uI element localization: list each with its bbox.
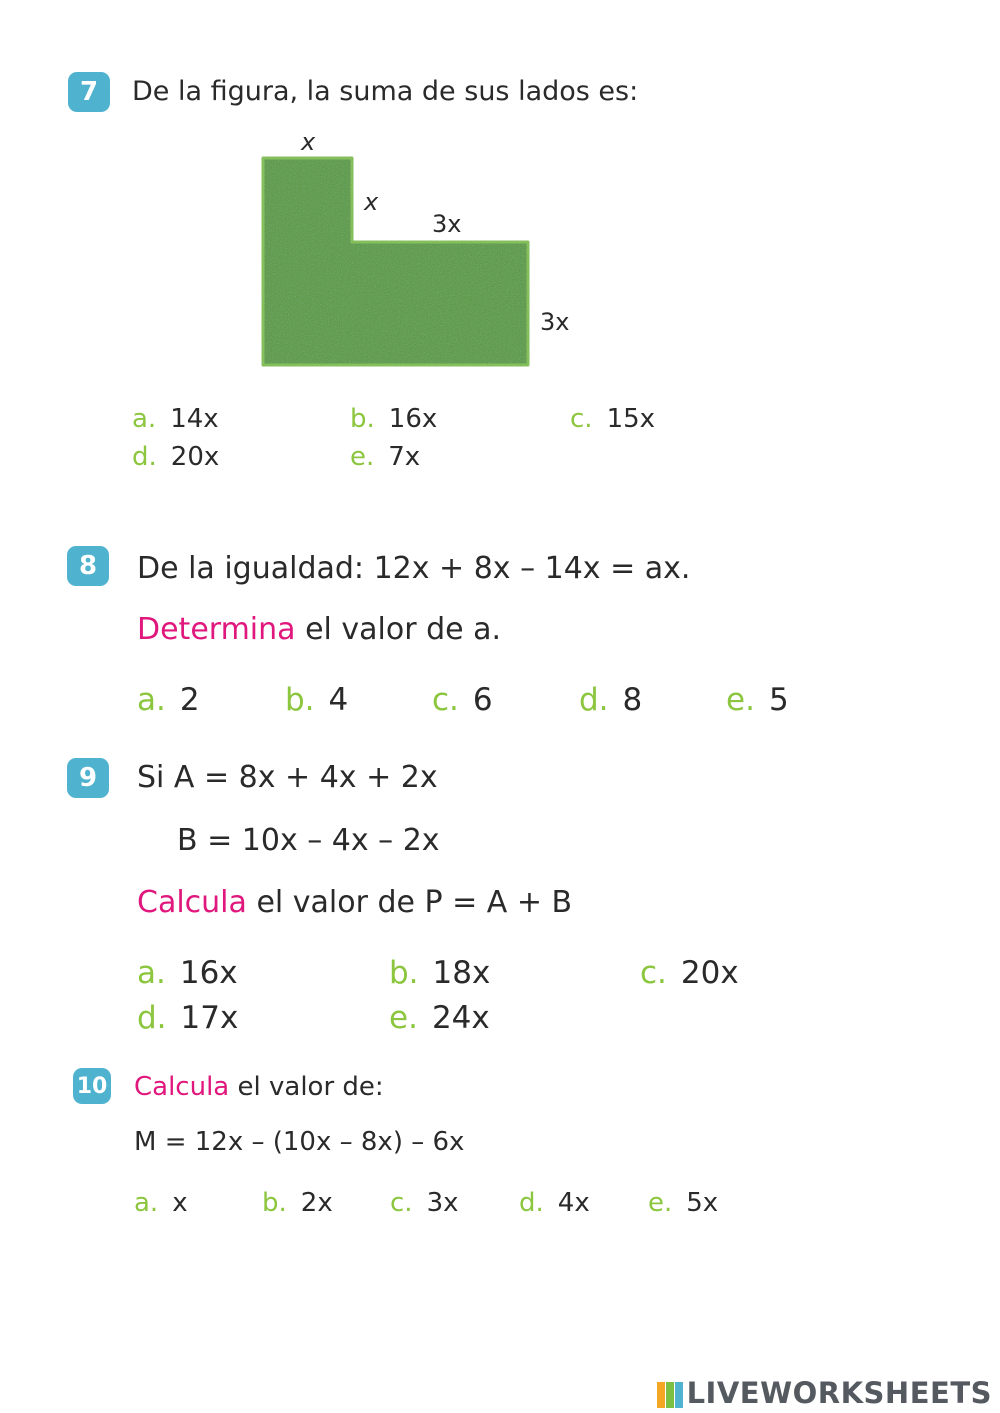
answer-option[interactable] <box>389 1000 490 1036</box>
logo-text: LIVEWORKSHEETS <box>686 1376 992 1410</box>
figure-label-right: 3x <box>540 308 570 336</box>
definition-a: Si A = 8x + 4x + 2x <box>137 760 438 795</box>
answer-option[interactable] <box>726 682 789 718</box>
answer-option[interactable] <box>640 955 739 991</box>
option-value: 5x <box>686 1188 719 1218</box>
option-value: 24x <box>431 1000 490 1036</box>
answer-option[interactable] <box>137 955 238 991</box>
option-value: 2x <box>300 1188 333 1218</box>
figure-label-step: 3x <box>432 210 462 238</box>
option-letter: b. <box>389 955 419 991</box>
option-letter: a. <box>137 682 166 718</box>
option-value: x <box>172 1188 188 1218</box>
option-value: 15x <box>606 404 656 434</box>
l-shape-figure <box>255 150 540 375</box>
option-value: 18x <box>432 955 491 991</box>
instruction-text: el valor de: <box>229 1072 384 1102</box>
option-value: 16x <box>179 955 238 991</box>
question-prompt: De la figura, la suma de sus lados es: <box>132 76 639 107</box>
question-instruction <box>137 885 572 920</box>
question-number-badge: 8 <box>67 546 109 586</box>
option-value: 5 <box>768 682 789 718</box>
option-letter: b. <box>350 404 375 434</box>
answer-option[interactable] <box>432 682 493 718</box>
answer-option[interactable] <box>519 1188 590 1218</box>
answer-option[interactable] <box>137 1000 238 1036</box>
figure-label-top: x <box>301 128 316 156</box>
option-value: 4 <box>328 682 349 718</box>
option-value: 20x <box>680 955 739 991</box>
answer-option[interactable] <box>389 955 490 991</box>
answer-option[interactable] <box>132 404 219 434</box>
question-number-badge: 10 <box>73 1068 111 1104</box>
instruction-text: el valor de P = A + B <box>246 885 573 920</box>
question-number-badge: 7 <box>68 72 110 112</box>
option-value: 20x <box>170 442 220 472</box>
option-letter: c. <box>570 404 593 434</box>
expression: M = 12x – (10x – 8x) – 6x <box>134 1127 465 1157</box>
option-letter: c. <box>640 955 667 991</box>
option-value: 8 <box>622 682 643 718</box>
answer-option[interactable] <box>262 1188 333 1218</box>
liveworksheets-mark-icon <box>657 1382 683 1408</box>
question-instruction <box>137 612 501 647</box>
option-letter: a. <box>132 404 157 434</box>
answer-option[interactable] <box>137 682 200 718</box>
option-letter: d. <box>137 1000 167 1036</box>
option-letter: c. <box>432 682 459 718</box>
question-number-badge: 9 <box>67 758 109 798</box>
answer-option[interactable] <box>134 1188 188 1218</box>
liveworksheets-logo[interactable] <box>657 1376 992 1410</box>
option-letter: d. <box>132 442 157 472</box>
option-value: 2 <box>179 682 200 718</box>
option-letter: d. <box>519 1188 544 1218</box>
answer-option[interactable] <box>132 442 219 472</box>
answer-option[interactable] <box>579 682 642 718</box>
instruction-verb: Calcula <box>137 885 247 920</box>
option-value: 16x <box>388 404 438 434</box>
option-letter: e. <box>350 442 375 472</box>
option-letter: a. <box>137 955 166 991</box>
option-value: 3x <box>426 1188 459 1218</box>
option-letter: e. <box>648 1188 673 1218</box>
instruction-verb: Determina <box>137 612 296 647</box>
question-instruction <box>134 1072 384 1102</box>
option-value: 17x <box>180 1000 239 1036</box>
l-shape-polygon <box>263 158 528 365</box>
option-letter: d. <box>579 682 609 718</box>
option-letter: e. <box>389 1000 418 1036</box>
option-letter: e. <box>726 682 755 718</box>
figure-label-inner-vertical: x <box>364 188 379 216</box>
answer-option[interactable] <box>350 404 437 434</box>
answer-option[interactable] <box>648 1188 718 1218</box>
option-letter: b. <box>262 1188 287 1218</box>
option-value: 7x <box>388 442 421 472</box>
answer-option[interactable] <box>570 404 655 434</box>
question-equation: De la igualdad: 12x + 8x – 14x = ax. <box>137 551 691 586</box>
option-letter: c. <box>390 1188 413 1218</box>
answer-option[interactable] <box>285 682 348 718</box>
option-letter: b. <box>285 682 315 718</box>
option-value: 6 <box>472 682 493 718</box>
definition-b: B = 10x – 4x – 2x <box>177 823 440 858</box>
option-letter: a. <box>134 1188 159 1218</box>
answer-option[interactable] <box>390 1188 459 1218</box>
instruction-text: el valor de a. <box>295 612 502 647</box>
option-value: 14x <box>170 404 219 434</box>
option-value: 4x <box>557 1188 590 1218</box>
answer-option[interactable] <box>350 442 420 472</box>
instruction-verb: Calcula <box>134 1072 230 1102</box>
